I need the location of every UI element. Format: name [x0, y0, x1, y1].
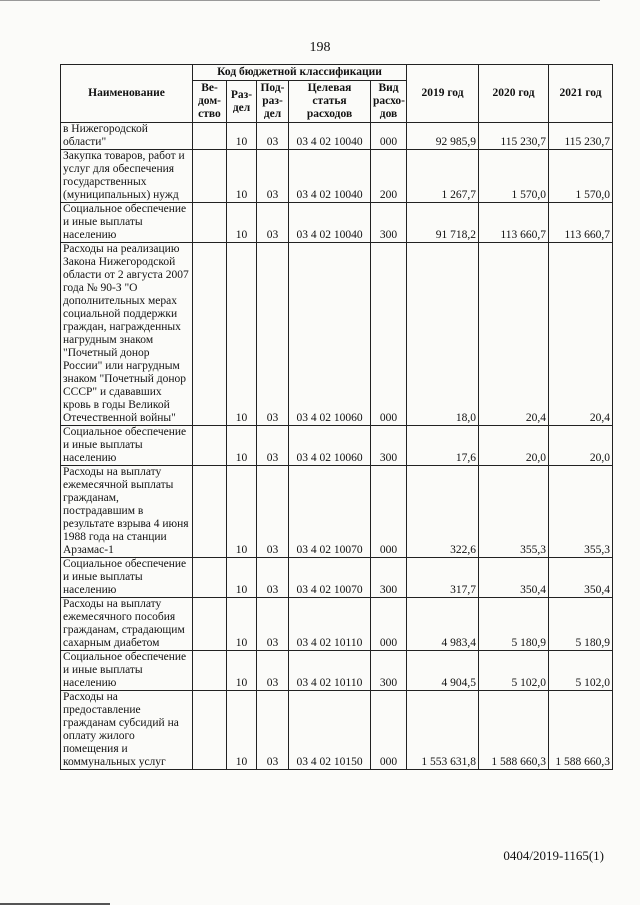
- row-target: 03 4 02 10110: [289, 651, 371, 691]
- row-vedomstvo: [193, 691, 227, 770]
- row-razdel: 10: [227, 203, 257, 243]
- row-name: Расходы на реализацию Закона Нижегородской области от 2 августа 2007 года № 90-З "О дополнительных мерах социальной поддержки граждан, награжденных нагрудным знаком "Почетный донор России" или нагрудным знаком "Почетный донор СССР" и сдававших кровь в годы Великой Отечественной войны": [61, 243, 193, 426]
- row-2019: 17,6: [407, 426, 479, 466]
- table-row: [61, 150, 613, 203]
- row-2019: 91 718,2: [407, 203, 479, 243]
- row-podrazdel: 03: [257, 466, 289, 558]
- header-vid: Вид расхо-дов: [371, 81, 407, 123]
- row-name: Закупка товаров, работ и услуг для обеспечения государственных (муниципальных) нужд: [61, 150, 193, 203]
- table-row: [61, 651, 613, 691]
- header-2019: 2019 год: [407, 65, 479, 123]
- row-razdel: 10: [227, 558, 257, 598]
- row-razdel: 10: [227, 691, 257, 770]
- table-row: [61, 203, 613, 243]
- row-vid: 300: [371, 558, 407, 598]
- row-razdel: 10: [227, 150, 257, 203]
- row-vedomstvo: [193, 651, 227, 691]
- row-2021: 1 570,0: [549, 150, 613, 203]
- row-target: 03 4 02 10070: [289, 466, 371, 558]
- document-code: 0404/2019-1165(1): [503, 848, 604, 863]
- row-2021: 115 230,7: [549, 123, 613, 150]
- row-vedomstvo: [193, 598, 227, 651]
- header-name: Наименование: [61, 65, 193, 123]
- row-podrazdel: 03: [257, 691, 289, 770]
- header-target: Целевая статья расходов: [289, 81, 371, 123]
- row-vid: 300: [371, 203, 407, 243]
- row-2021: 20,0: [549, 426, 613, 466]
- scan-edge-line: [0, 0, 600, 1]
- row-2019: 1 553 631,8: [407, 691, 479, 770]
- row-2021: 355,3: [549, 466, 613, 558]
- row-2019: 317,7: [407, 558, 479, 598]
- row-name: Расходы на выплату ежемесячной выплаты гражданам, пострадавшим в результате взрыва 4 июня 1988 года на станции Арзамас-1: [61, 466, 193, 558]
- header-razdel: Раз-дел: [227, 81, 257, 123]
- row-vid: 000: [371, 123, 407, 150]
- row-target: 03 4 02 10040: [289, 203, 371, 243]
- row-2019: 92 985,9: [407, 123, 479, 150]
- row-target: 03 4 02 10110: [289, 598, 371, 651]
- row-vid: 000: [371, 466, 407, 558]
- header-2020: 2020 год: [479, 65, 549, 123]
- row-podrazdel: 03: [257, 598, 289, 651]
- row-razdel: 10: [227, 426, 257, 466]
- row-target: 03 4 02 10060: [289, 426, 371, 466]
- row-vedomstvo: [193, 426, 227, 466]
- row-2020: 1 570,0: [479, 150, 549, 203]
- row-vedomstvo: [193, 466, 227, 558]
- row-name: Социальное обеспечение и иные выплаты населению: [61, 203, 193, 243]
- row-razdel: 10: [227, 598, 257, 651]
- table-row: [61, 123, 613, 150]
- row-2021: 20,4: [549, 243, 613, 426]
- row-podrazdel: 03: [257, 243, 289, 426]
- header-vedomstvo: Ве-дом-ство: [193, 81, 227, 123]
- row-2020: 355,3: [479, 466, 549, 558]
- header-budget-code: Код бюджетной классификации: [193, 65, 407, 81]
- table-row: [61, 691, 613, 770]
- row-2020: 115 230,7: [479, 123, 549, 150]
- row-razdel: 10: [227, 466, 257, 558]
- row-podrazdel: 03: [257, 203, 289, 243]
- row-razdel: 10: [227, 651, 257, 691]
- table-row: [61, 466, 613, 558]
- row-2019: 4 983,4: [407, 598, 479, 651]
- row-vedomstvo: [193, 203, 227, 243]
- row-target: 03 4 02 10150: [289, 691, 371, 770]
- row-vid: 000: [371, 243, 407, 426]
- row-2019: 4 904,5: [407, 651, 479, 691]
- budget-table: [60, 64, 613, 770]
- row-target: 03 4 02 10040: [289, 123, 371, 150]
- table-body: [61, 123, 613, 770]
- row-2021: 350,4: [549, 558, 613, 598]
- row-name: Социальное обеспечение и иные выплаты населению: [61, 651, 193, 691]
- row-vid: 000: [371, 598, 407, 651]
- row-podrazdel: 03: [257, 558, 289, 598]
- row-2021: 1 588 660,3: [549, 691, 613, 770]
- row-podrazdel: 03: [257, 426, 289, 466]
- table-row: [61, 243, 613, 426]
- row-vedomstvo: [193, 123, 227, 150]
- row-vedomstvo: [193, 150, 227, 203]
- table-row: [61, 426, 613, 466]
- row-podrazdel: 03: [257, 150, 289, 203]
- row-name: Социальное обеспечение и иные выплаты населению: [61, 426, 193, 466]
- table-header-row: [61, 65, 613, 81]
- row-2019: 322,6: [407, 466, 479, 558]
- row-2019: 18,0: [407, 243, 479, 426]
- row-2020: 5 180,9: [479, 598, 549, 651]
- table-row: [61, 558, 613, 598]
- row-2020: 350,4: [479, 558, 549, 598]
- header-2021: 2021 год: [549, 65, 613, 123]
- row-target: 03 4 02 10040: [289, 150, 371, 203]
- row-vedomstvo: [193, 243, 227, 426]
- row-vid: 000: [371, 691, 407, 770]
- row-razdel: 10: [227, 123, 257, 150]
- row-target: 03 4 02 10060: [289, 243, 371, 426]
- row-vid: 300: [371, 651, 407, 691]
- table-row: [61, 598, 613, 651]
- row-name: Расходы на выплату ежемесячного пособия гражданам, страдающим сахарным диабетом: [61, 598, 193, 651]
- row-razdel: 10: [227, 243, 257, 426]
- row-2020: 113 660,7: [479, 203, 549, 243]
- row-name: Социальное обеспечение и иные выплаты населению: [61, 558, 193, 598]
- row-2020: 5 102,0: [479, 651, 549, 691]
- row-2020: 20,0: [479, 426, 549, 466]
- row-2020: 1 588 660,3: [479, 691, 549, 770]
- page-number: 198: [309, 40, 331, 55]
- row-2019: 1 267,7: [407, 150, 479, 203]
- row-target: 03 4 02 10070: [289, 558, 371, 598]
- row-name: Расходы на предоставление гражданам субсидий на оплату жилого помещения и коммунальных услуг: [61, 691, 193, 770]
- row-vid: 300: [371, 426, 407, 466]
- row-vid: 200: [371, 150, 407, 203]
- row-podrazdel: 03: [257, 123, 289, 150]
- row-vedomstvo: [193, 558, 227, 598]
- row-2021: 5 102,0: [549, 651, 613, 691]
- header-podrazdel: Под-раз-дел: [257, 81, 289, 123]
- row-2020: 20,4: [479, 243, 549, 426]
- row-podrazdel: 03: [257, 651, 289, 691]
- row-2021: 5 180,9: [549, 598, 613, 651]
- row-name: в Нижегородской области": [61, 123, 193, 150]
- row-2021: 113 660,7: [549, 203, 613, 243]
